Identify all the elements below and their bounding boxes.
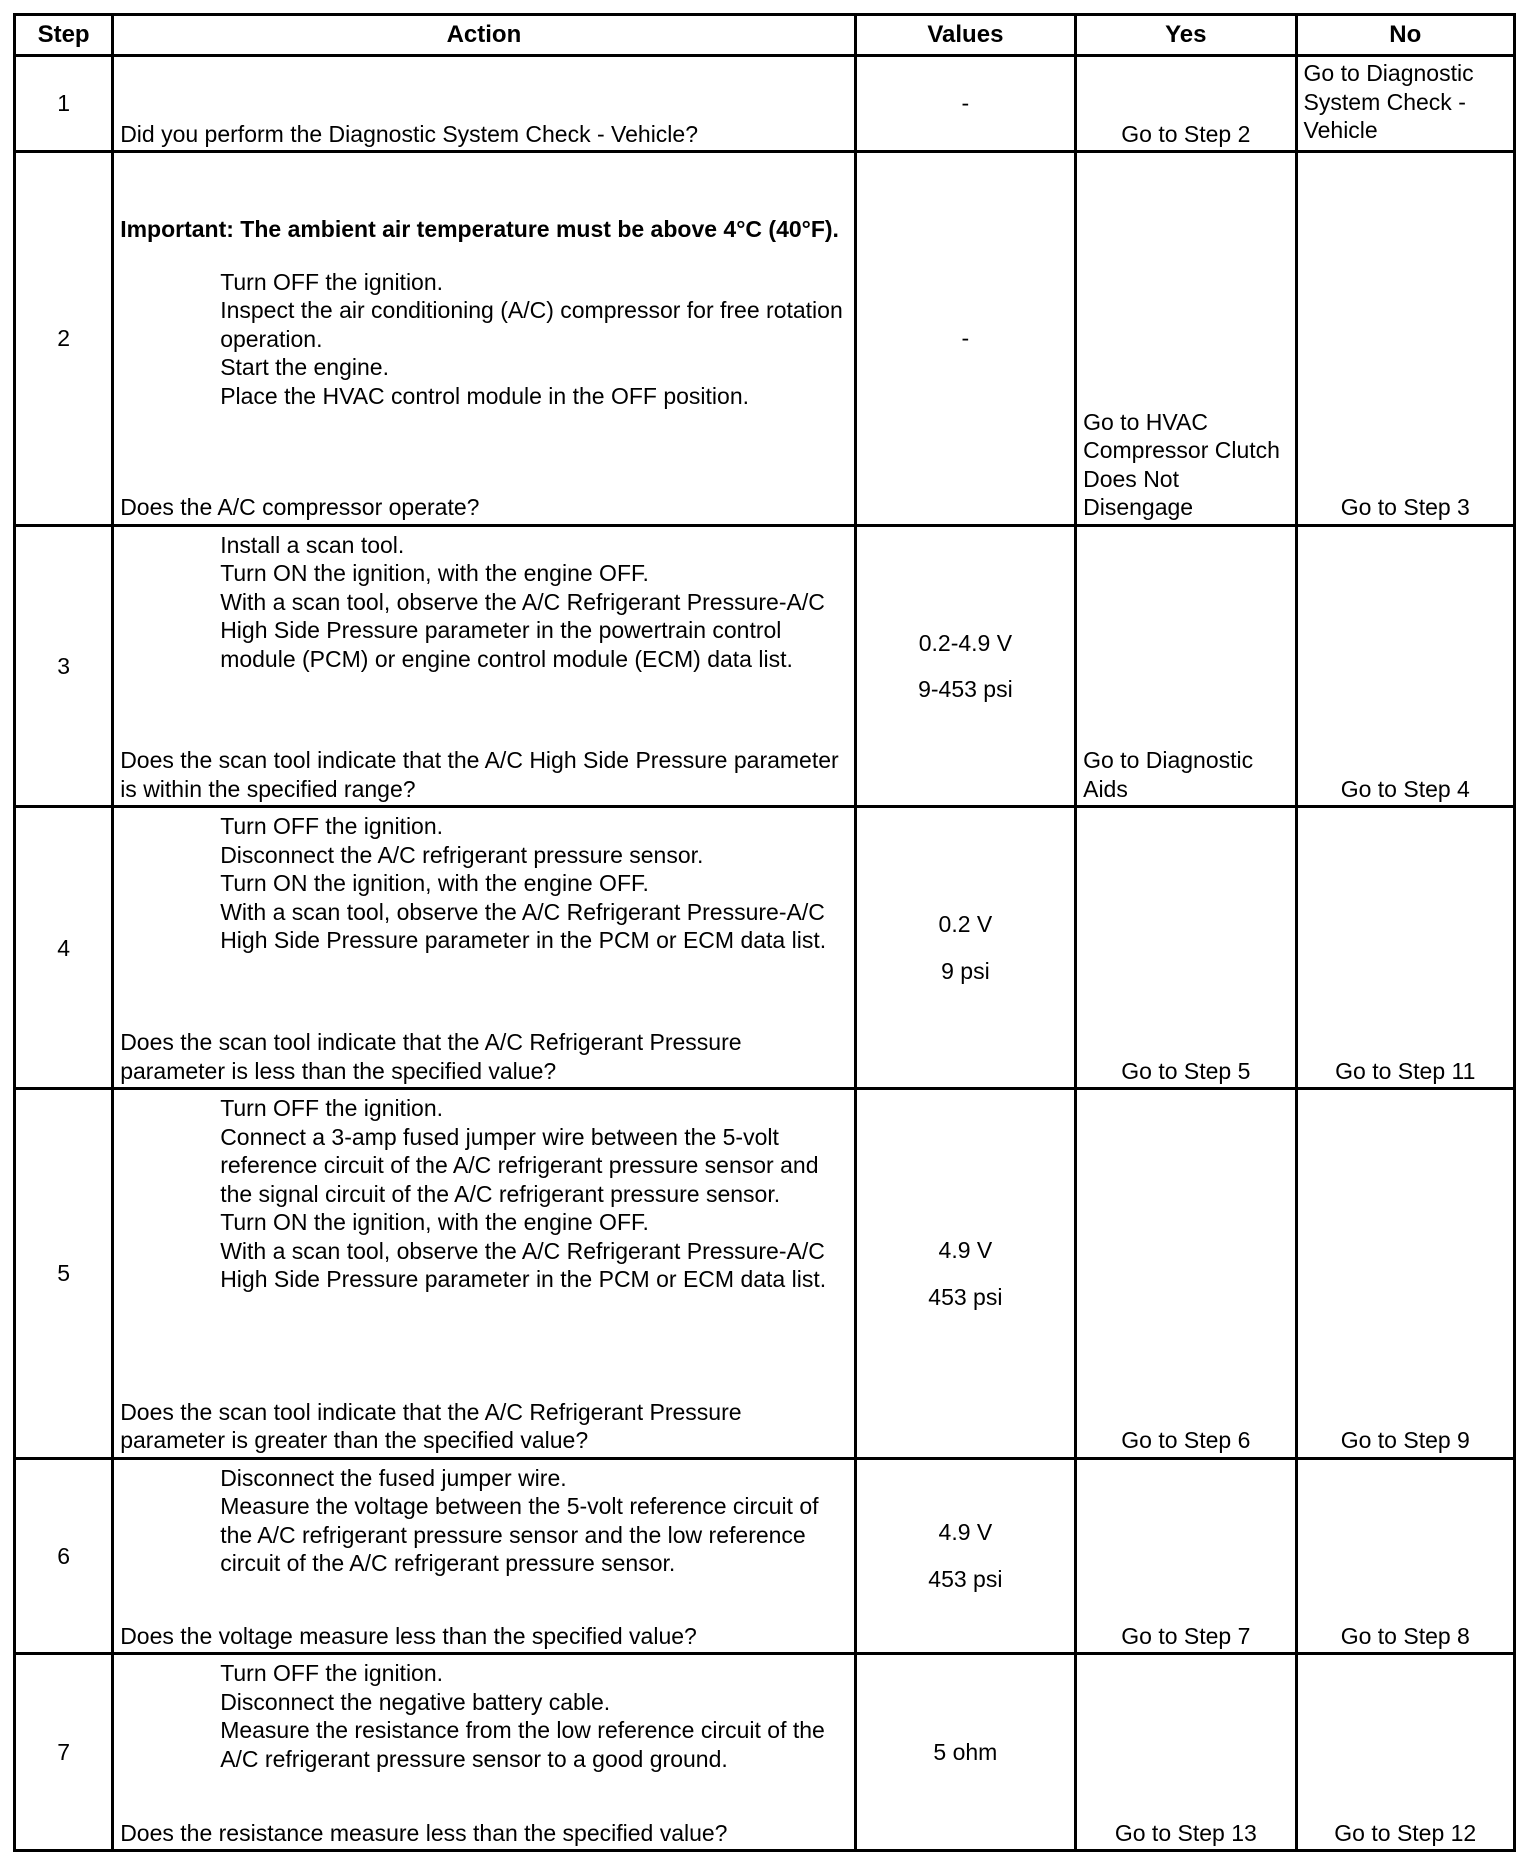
yes-link: Go to Step 13 <box>1114 1819 1257 1846</box>
table-row <box>15 525 1515 807</box>
action-question: Does the A/C compressor operate? <box>120 494 480 521</box>
action-step: Disconnect the A/C refrigerant pressure sensor. <box>220 841 704 868</box>
no-link: Go to Step 11 <box>1335 1057 1476 1084</box>
action-question: Does the scan tool indicate that the A/C Refrigerant Pressure parameter is greater than the specified value? <box>120 1398 742 1454</box>
value: - <box>961 325 970 352</box>
action-step: With a scan tool, observe the A/C Refrigerant Pressure-A/C High Side Pressure parameter in the powertrain control module (PCM) or engine control module (ECM) data list. <box>220 588 825 672</box>
values-cell <box>855 1654 1075 1851</box>
no-content <box>1304 529 1507 804</box>
value: - <box>961 90 970 117</box>
step-number: 4 <box>15 807 113 1089</box>
header-step: Step <box>15 15 113 56</box>
action-steps <box>120 531 847 674</box>
action-content <box>120 1659 847 1847</box>
value: 453 psi <box>928 1565 1003 1592</box>
action-content <box>120 812 847 1085</box>
action-cell <box>113 1654 855 1851</box>
action-top <box>120 1464 847 1578</box>
no-cell <box>1296 1089 1514 1458</box>
no-link: Go to Step 12 <box>1334 1819 1477 1846</box>
header-yes: Yes <box>1076 15 1296 56</box>
values-cell <box>855 152 1075 525</box>
value: 9-453 psi <box>918 676 1013 703</box>
important-note: Important: The ambient air temperature must be above 4°C (40°F). <box>120 216 839 243</box>
yes-cell <box>1076 1458 1296 1654</box>
header-values: Values <box>855 15 1075 56</box>
no-cell <box>1296 807 1514 1089</box>
value: 5 ohm <box>933 1738 998 1765</box>
yes-cell <box>1076 56 1296 152</box>
action-steps <box>120 1094 847 1294</box>
no-cell <box>1296 1654 1514 1851</box>
action-cell <box>113 152 855 525</box>
action-step: Turn ON the ignition, with the engine OFF. <box>220 1209 649 1236</box>
yes-content <box>1083 810 1288 1085</box>
yes-link: Go to Step 5 <box>1121 1057 1251 1084</box>
action-top <box>120 157 847 410</box>
action-step: Inspect the air conditioning (A/C) compressor for free rotation operation. <box>220 297 843 352</box>
no-cell <box>1296 1458 1514 1654</box>
action-steps <box>120 268 847 411</box>
values-cell <box>855 1458 1075 1654</box>
yes-cell <box>1076 807 1296 1089</box>
value: 0.2 V <box>938 911 993 938</box>
action-step: Start the engine. <box>220 354 389 381</box>
no-cell <box>1296 152 1514 525</box>
value: 453 psi <box>928 1283 1003 1310</box>
no-link: Go to Step 8 <box>1340 1622 1470 1649</box>
action-top <box>120 1659 847 1773</box>
yes-link: Go to Step 6 <box>1121 1427 1251 1454</box>
action-content <box>120 61 847 148</box>
value: 9 psi <box>941 957 990 984</box>
no-cell <box>1296 56 1514 152</box>
action-step: Connect a 3-amp fused jumper wire between the 5-volt reference circuit of the A/C refrigerant pressure sensor and the signal circuit of the A/C refrigerant pressure sensor. <box>220 1123 819 1207</box>
yes-cell <box>1076 525 1296 807</box>
diagnostic-table <box>13 13 1516 1852</box>
action-step: Turn OFF the ignition. <box>220 1095 444 1122</box>
yes-cell <box>1076 1654 1296 1851</box>
action-content <box>120 157 847 521</box>
yes-content <box>1083 1462 1288 1651</box>
no-content <box>1304 810 1507 1085</box>
value: 0.2-4.9 V <box>918 629 1013 656</box>
action-cell <box>113 1458 855 1654</box>
action-step: Measure the voltage between the 5-volt reference circuit of the A/C refrigerant pressure sensor and the low reference circuit of the A/C refrigerant pressure sensor. <box>220 1493 819 1577</box>
action-cell <box>113 525 855 807</box>
header-no: No <box>1296 15 1514 56</box>
action-top <box>120 1094 847 1294</box>
action-question: Did you perform the Diagnostic System Check - Vehicle? <box>120 120 698 147</box>
no-content <box>1304 59 1507 148</box>
no-link: Go to Step 4 <box>1340 775 1470 802</box>
action-top <box>120 531 847 674</box>
action-cell <box>113 807 855 1089</box>
table-row <box>15 1089 1515 1458</box>
action-step: Turn OFF the ignition. <box>220 813 444 840</box>
table-row <box>15 56 1515 152</box>
values-cell <box>855 807 1075 1089</box>
action-steps <box>120 1659 847 1773</box>
table-row <box>15 152 1515 525</box>
value: 4.9 V <box>938 1237 993 1264</box>
step-number: 2 <box>15 152 113 525</box>
action-step: Turn OFF the ignition. <box>220 268 444 295</box>
yes-cell <box>1076 152 1296 525</box>
no-content <box>1304 1462 1507 1651</box>
yes-content <box>1083 1092 1288 1454</box>
no-link: Go to Step 3 <box>1340 494 1470 521</box>
step-number: 5 <box>15 1089 113 1458</box>
values-cell <box>855 56 1075 152</box>
no-link: Go to Diagnostic System Check - Vehicle <box>1303 60 1474 143</box>
header-row <box>15 15 1515 56</box>
action-step: Turn OFF the ignition. <box>220 1660 444 1687</box>
yes-content <box>1083 529 1288 804</box>
action-question: Does the resistance measure less than the specified value? <box>120 1819 728 1846</box>
yes-cell <box>1076 1089 1296 1458</box>
step-number: 3 <box>15 525 113 807</box>
action-cell <box>113 56 855 152</box>
action-step: Measure the resistance from the low reference circuit of the A/C refrigerant pressure sensor to a good ground. <box>220 1717 825 1772</box>
step-number: 7 <box>15 1654 113 1851</box>
step-number: 1 <box>15 56 113 152</box>
action-steps <box>120 812 847 955</box>
action-step: Disconnect the fused jumper wire. <box>220 1464 567 1491</box>
action-steps <box>120 1464 847 1578</box>
yes-content <box>1083 59 1288 148</box>
no-content <box>1304 1092 1507 1454</box>
action-question: Does the scan tool indicate that the A/C High Side Pressure parameter is within the specified range? <box>120 747 839 802</box>
action-cell <box>113 1089 855 1458</box>
yes-link: Go to Step 7 <box>1121 1622 1251 1649</box>
no-content <box>1304 155 1507 521</box>
action-step: Turn ON the ignition, with the engine OFF. <box>220 870 649 897</box>
action-content <box>120 531 847 804</box>
action-step: Place the HVAC control module in the OFF position. <box>220 382 750 409</box>
value: 4.9 V <box>938 1519 993 1546</box>
action-top <box>120 812 847 955</box>
no-content <box>1304 1657 1507 1847</box>
yes-link: Go to Step 2 <box>1121 120 1251 147</box>
action-step: Disconnect the negative battery cable. <box>220 1688 611 1715</box>
action-step: With a scan tool, observe the A/C Refrigerant Pressure-A/C High Side Pressure parameter in the PCM or ECM data list. <box>220 898 827 954</box>
action-question: Does the voltage measure less than the specified value? <box>120 1622 697 1649</box>
yes-content <box>1083 1657 1288 1847</box>
no-link: Go to Step 9 <box>1340 1427 1470 1454</box>
table-row <box>15 1654 1515 1851</box>
no-cell <box>1296 525 1514 807</box>
step-number: 6 <box>15 1458 113 1654</box>
yes-content <box>1083 155 1288 521</box>
yes-link: Go to HVAC Compressor Clutch Does Not Disengage <box>1083 408 1280 521</box>
values-cell <box>855 525 1075 807</box>
action-step: Turn ON the ignition, with the engine OFF. <box>220 560 649 587</box>
action-step: With a scan tool, observe the A/C Refrigerant Pressure-A/C High Side Pressure parameter in the PCM or ECM data list. <box>220 1237 827 1293</box>
action-content <box>120 1464 847 1651</box>
table-row <box>15 1458 1515 1654</box>
header-action: Action <box>113 15 855 56</box>
action-content <box>120 1094 847 1454</box>
values-cell <box>855 1089 1075 1458</box>
action-question: Does the scan tool indicate that the A/C Refrigerant Pressure parameter is less than the specified value? <box>120 1029 742 1084</box>
action-step: Install a scan tool. <box>220 531 405 558</box>
table-row <box>15 807 1515 1089</box>
yes-link: Go to Diagnostic Aids <box>1083 747 1254 802</box>
